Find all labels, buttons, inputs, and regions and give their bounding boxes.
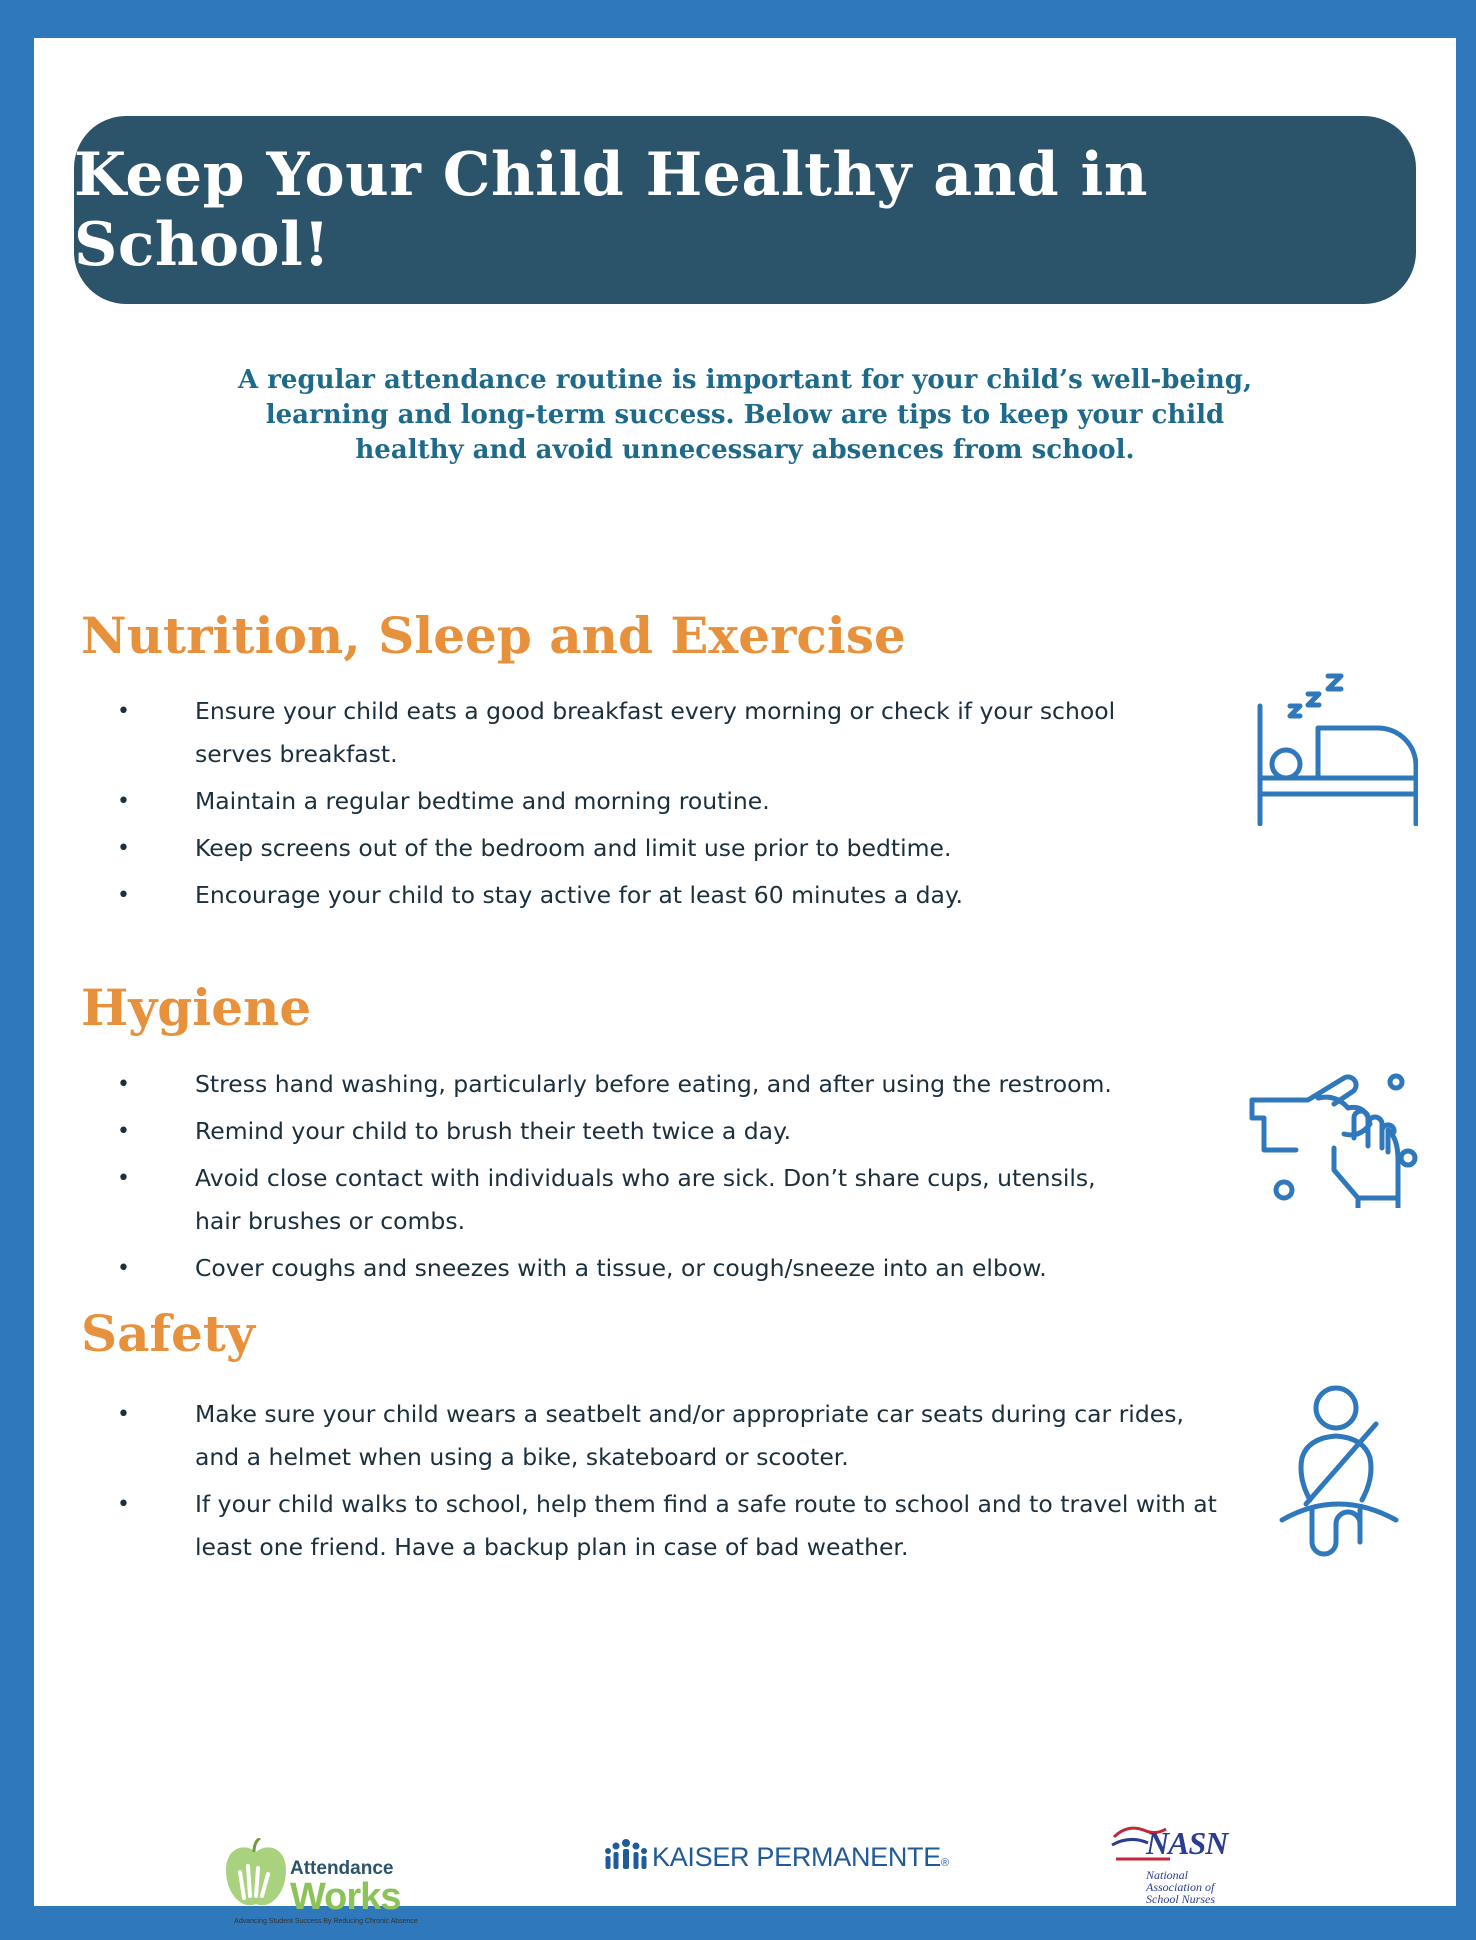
safety-tip-list	[117, 1393, 1217, 1573]
section-title-safety: Safety	[81, 1304, 255, 1363]
list-item: • Stress hand washing, particularly before eating, and after using the restroom.	[117, 1063, 1112, 1106]
page-title: Keep Your Child Healthy and in School!	[74, 140, 1148, 280]
attendance-works-line1: Attendance	[290, 1858, 394, 1879]
list-item: • Avoid close contact with individuals who are sick. Don’t share cups, utensils, hair brushes or combs.	[117, 1157, 1112, 1243]
list-item: • Make sure your child wears a seatbelt and/or appropriate car seats during car rides, and a helmet when using a bike, skateboard or scooter.	[117, 1393, 1217, 1479]
nasn-logo	[1110, 1815, 1250, 1925]
intro-line: learning and long-term success. Below are tips to keep your child	[265, 400, 1225, 430]
section-title-hygiene: Hygiene	[81, 978, 312, 1037]
list-item: • Maintain a regular bedtime and morning routine.	[117, 780, 1115, 823]
seatbelt-person-icon	[1268, 1378, 1408, 1558]
intro-paragraph	[164, 363, 1326, 468]
attendance-works-line2: Works	[290, 1876, 401, 1918]
list-item: • Encourage your child to stay active for at least 60 minutes a day.	[117, 874, 1115, 917]
kaiser-permanente-name: KAISER PERMANENTE®	[652, 1842, 949, 1872]
flyer-page	[34, 38, 1456, 1925]
kaiser-figures-icon	[604, 1838, 648, 1872]
sponsor-logos	[34, 1770, 1456, 1925]
sleeping-in-bed-icon	[1248, 646, 1418, 826]
section-title-nutrition: Nutrition, Sleep and Exercise	[81, 606, 906, 665]
nasn-name: NASN	[1146, 1825, 1228, 1861]
intro-line: healthy and avoid unnecessary absences from school.	[355, 435, 1135, 465]
title-banner	[74, 116, 1416, 304]
list-item: • Cover coughs and sneezes with a tissue, or cough/sneeze into an elbow.	[117, 1247, 1112, 1290]
list-item: • Ensure your child eats a good breakfast every morning or check if your school serves breakfast.	[117, 690, 1115, 776]
nasn-subtitle: National Association of School Nurses	[1146, 1868, 1215, 1906]
list-item: • If your child walks to school, help them find a safe route to school and to travel with at least one friend. Have a backup plan in case of bad weather.	[117, 1483, 1217, 1569]
hand-washing-icon	[1248, 1038, 1428, 1208]
nutrition-tip-list	[117, 690, 1115, 921]
attendance-works-logo	[224, 1812, 424, 1925]
attendance-works-tagline: Advancing Student Success By Reducing Chronic Absence	[234, 1918, 418, 1925]
intro-line: A regular attendance routine is important for your child’s well-being,	[238, 365, 1252, 395]
hygiene-tip-list	[117, 1063, 1112, 1294]
apple-hand-icon	[224, 1838, 288, 1918]
list-item: • Keep screens out of the bedroom and limit use prior to bedtime.	[117, 827, 1115, 870]
list-item: • Remind your child to brush their teeth twice a day.	[117, 1110, 1112, 1153]
